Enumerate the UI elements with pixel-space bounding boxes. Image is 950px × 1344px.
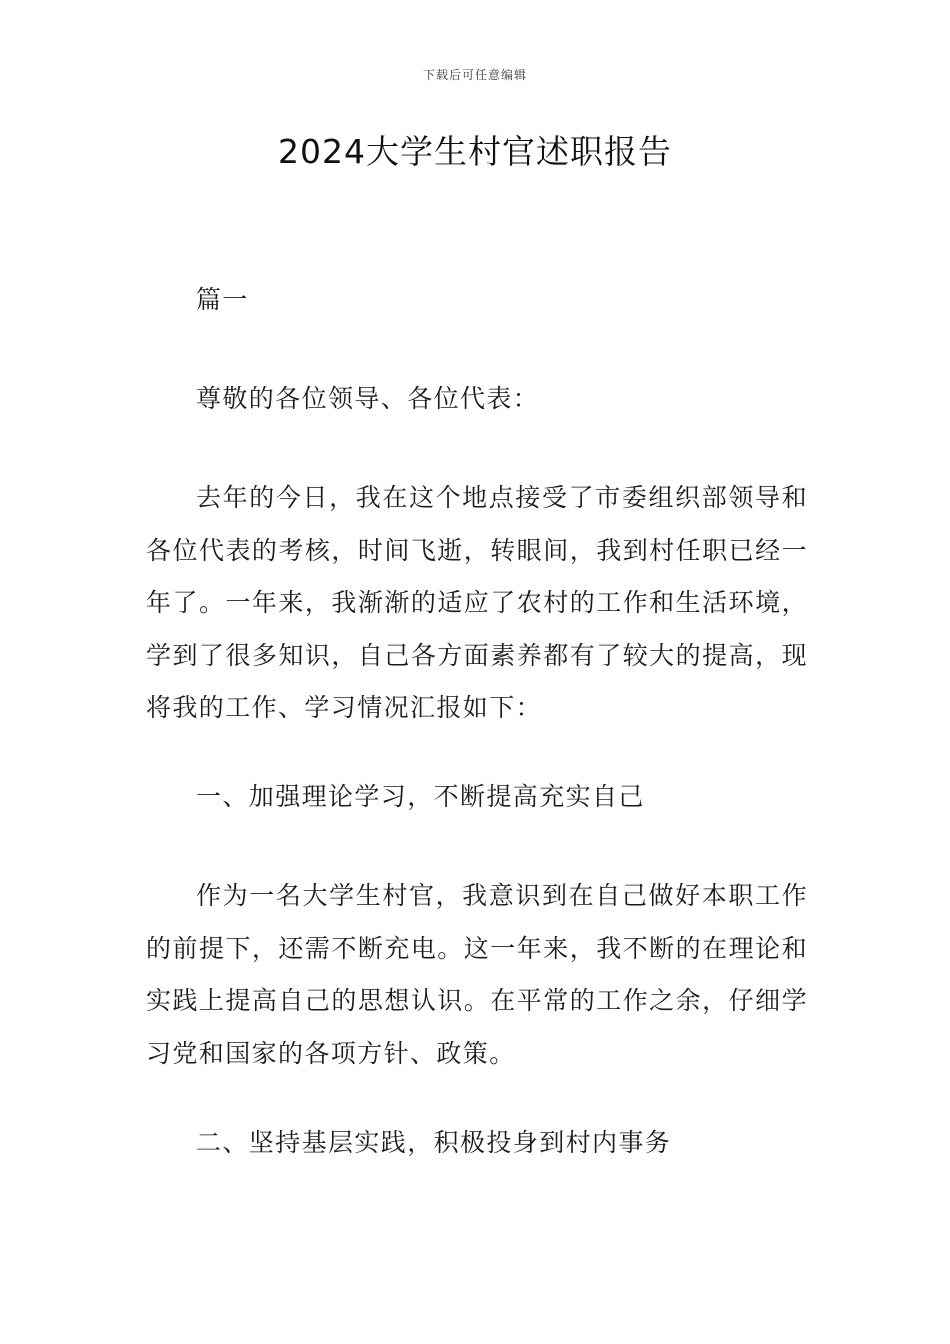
section-label: 篇一 [196, 285, 249, 314]
greeting-paragraph: 尊敬的各位领导、各位代表： [196, 384, 540, 413]
section-heading-1: 一、加强理论学习，不断提高充实自己 [196, 782, 645, 811]
section-heading-2: 二、坚持基层实践，积极投身到村内事务 [196, 1128, 672, 1157]
document-title: 2024大学生村官述职报告 [278, 132, 672, 171]
header-note: 下载后可任意编辑 [422, 68, 527, 82]
intro-paragraph: 去年的今日，我在这个地点接受了市委组织部领导和各位代表的考核，时间飞逝，转眼间，我到村任职已经一年了。一年来，我渐渐的适应了农村的工作和生活环境，学到了很多知识，自己各方面素养都有了较大的提高，现将我的工作、学习情况汇报如下： [146, 483, 808, 722]
body-paragraph-1: 作为一名大学生村官，我意识到在自己做好本职工作的前提下，还需不断充电。这一年来，我不断的在理论和实践上提高自己的思想认识。在平常的工作之余，仔细学习党和国家的各项方针、政策。 [146, 881, 808, 1068]
